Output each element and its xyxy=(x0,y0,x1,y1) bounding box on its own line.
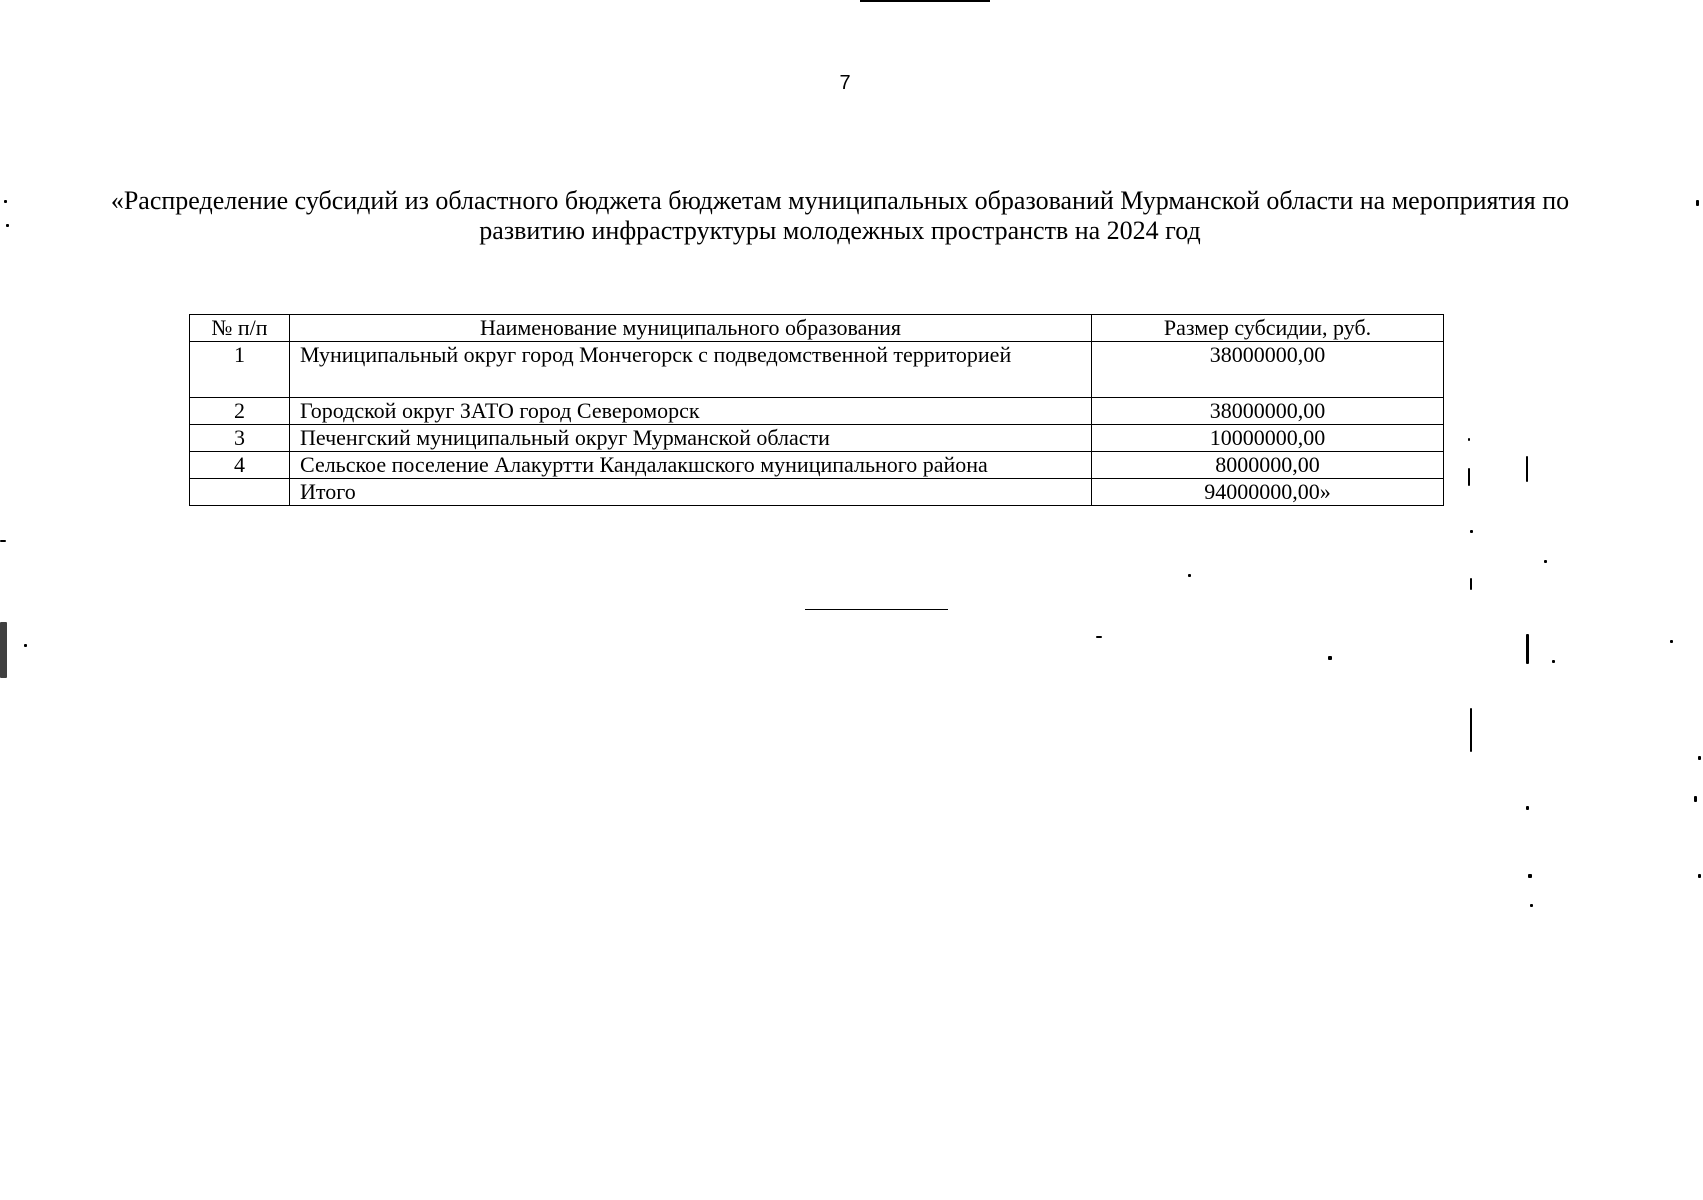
scan-speck xyxy=(6,224,9,227)
scan-speck xyxy=(1698,874,1701,878)
header-amount: Размер субсидии, руб. xyxy=(1092,315,1444,342)
scan-speck xyxy=(1544,560,1547,563)
scan-speck xyxy=(0,540,6,542)
page-number: 7 xyxy=(839,72,851,94)
table-header-row xyxy=(190,315,1444,342)
header-num: № п/п xyxy=(190,315,290,342)
scan-speck xyxy=(1670,640,1673,643)
scan-speck xyxy=(1470,708,1472,752)
row-num: 3 xyxy=(190,425,290,452)
scan-speck xyxy=(1552,660,1555,663)
row-name: Городской округ ЗАТО город Североморск xyxy=(290,398,1092,425)
table-row xyxy=(190,342,1444,398)
row-name: Муниципальный округ город Мончегорск с подведомственной территорией xyxy=(290,342,1092,398)
total-num xyxy=(190,479,290,506)
scan-speck xyxy=(1526,456,1528,482)
scan-speck xyxy=(1698,756,1701,760)
scan-speck xyxy=(1528,874,1532,878)
scan-speck xyxy=(1696,200,1699,206)
scan-speck xyxy=(24,644,27,647)
table-total-row xyxy=(190,479,1444,506)
scan-speck xyxy=(1328,656,1332,660)
scan-speck xyxy=(1526,634,1529,664)
scan-speck xyxy=(1188,574,1191,577)
scan-speck xyxy=(1096,636,1102,638)
row-num: 2 xyxy=(190,398,290,425)
scan-top-mark xyxy=(860,0,990,2)
closing-separator-line xyxy=(805,609,948,610)
document-title: «Распределение субсидий из областного бюджета бюджетам муниципальных образований Мурманской области на мероприятия по развитию инфраструктуры молодежных пространств на 2024 год xyxy=(110,186,1570,245)
total-label: Итого xyxy=(290,479,1092,506)
scan-speck xyxy=(0,622,7,678)
scan-speck xyxy=(1530,904,1533,907)
row-amount: 38000000,00 xyxy=(1092,398,1444,425)
scan-speck xyxy=(1526,806,1529,810)
scan-speck xyxy=(1468,438,1470,441)
scan-speck xyxy=(4,200,7,203)
table-row xyxy=(190,398,1444,425)
subsidy-table xyxy=(189,314,1444,506)
scan-speck xyxy=(1694,796,1697,802)
scan-speck xyxy=(1468,468,1470,486)
row-amount: 10000000,00 xyxy=(1092,425,1444,452)
row-name: Сельское поселение Алакуртти Кандалакшского муниципального района xyxy=(290,452,1092,479)
row-num: 1 xyxy=(190,342,290,398)
row-name: Печенгский муниципальный округ Мурманской области xyxy=(290,425,1092,452)
table-row xyxy=(190,425,1444,452)
total-amount: 94000000,00» xyxy=(1092,479,1444,506)
row-amount: 38000000,00 xyxy=(1092,342,1444,398)
table-row xyxy=(190,452,1444,479)
scan-speck xyxy=(1470,530,1473,533)
row-amount: 8000000,00 xyxy=(1092,452,1444,479)
scan-speck xyxy=(1470,578,1472,590)
header-name: Наименование муниципального образования xyxy=(290,315,1092,342)
row-num: 4 xyxy=(190,452,290,479)
